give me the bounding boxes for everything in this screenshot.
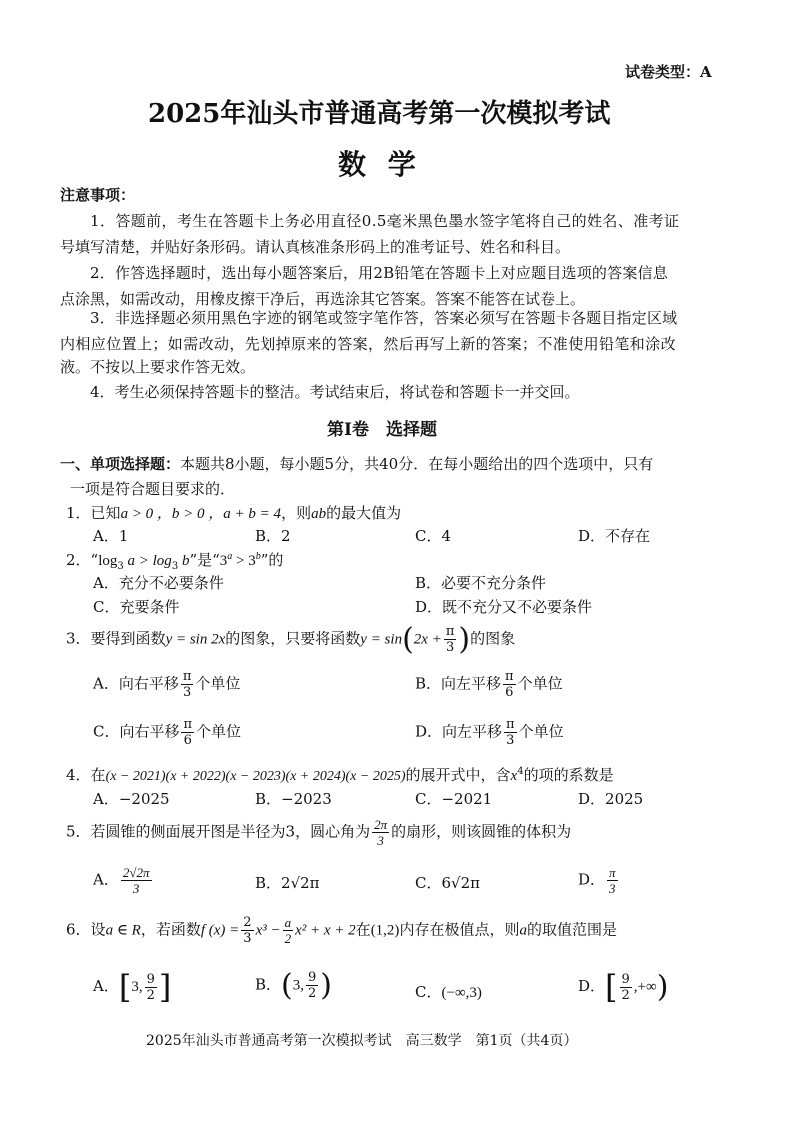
q5-a-den: 3 (132, 881, 140, 896)
q5-angle-den: 3 (377, 833, 384, 848)
q5-number: 5． (66, 822, 91, 841)
q6-text-pre: 设 (90, 920, 106, 939)
q5-d-den: 3 (609, 881, 616, 896)
q6-b-den: 2 (308, 986, 317, 1001)
section-heading: 第Ⅰ卷 选择题 (327, 420, 437, 440)
q3-c-frac (181, 718, 194, 747)
q6-text-mid1: ，若函数 (140, 920, 201, 939)
page-footer: 2025年汕头市普通高考第一次模拟考试 高三数学 第1页（共4页） (146, 1033, 578, 1049)
q3-fraction (444, 625, 457, 654)
q3-a-frac (181, 670, 194, 699)
q6-a-label: A． (93, 977, 119, 995)
q5-text-post: 的扇形，则该圆锥的体积为 (391, 822, 572, 841)
q1-option-c: C．4 (415, 527, 452, 545)
q2-text-mid: ”是“ (189, 551, 220, 569)
q3-d-pre: D．向左平移 (415, 722, 503, 741)
q4-text-post: 的项的系数是 (523, 766, 614, 784)
q3-a-pre: A．向右平移 (93, 674, 179, 693)
q3-option-b (415, 670, 563, 699)
q6-option-c (415, 981, 482, 1002)
q6-coef2-num: a (284, 915, 292, 930)
q3-b-den: 6 (505, 685, 514, 700)
q1-number: 1． (66, 504, 91, 522)
q2-option-c: C．充要条件 (93, 598, 180, 616)
q3-a-post: 个单位 (195, 674, 241, 693)
q6-a-num: 9 (146, 971, 155, 987)
q6-b-num: 9 (308, 970, 317, 985)
q1-variable: ab (311, 506, 327, 522)
q3-paren-open: ( (402, 622, 414, 657)
q1-text-mid: ，则 (281, 504, 312, 522)
q3-d-num: π (506, 717, 515, 732)
q2-log-arg: a > log (123, 553, 172, 569)
q6-text-mid2: 在 (355, 920, 371, 939)
q2-quote-open: “ (90, 551, 99, 569)
note-3-line-1: 3．非选择题必须用黑色字迹的钢笔或签字笔作答，答案必须写在答题卡各题目指定区域 (90, 309, 678, 327)
q4-text-mid: 的展开式中，含 (405, 766, 511, 784)
q5-option-d (578, 866, 620, 895)
question-3 (66, 622, 515, 657)
q6-d-close: ) (656, 969, 669, 1005)
part-desc-2: 一项是符合题目要求的． (70, 480, 236, 498)
question-6 (66, 916, 617, 945)
q2-log-base-2: 3 (171, 561, 179, 572)
notes-heading: 注意事项： (60, 186, 136, 204)
q3-option-a (93, 670, 240, 699)
q3-a-den: 3 (182, 685, 192, 700)
q1-text-pre: 已知 (90, 504, 121, 522)
q2-log-base: 3 (117, 561, 124, 572)
q6-variable: a (519, 922, 527, 939)
q6-d-den: 2 (621, 987, 630, 1003)
q6-coef1 (241, 916, 253, 945)
q6-c-body: (−∞,3) (441, 985, 482, 1001)
q5-option-b: B．2√2π (255, 874, 320, 892)
q1-option-d: D．不存在 (578, 527, 651, 545)
q5-d-num: π (609, 865, 616, 880)
q5-d-frac (607, 866, 618, 895)
q3-b-num: π (505, 669, 514, 684)
q1-option-b: B．2 (255, 527, 291, 545)
q6-a-close: ] (158, 968, 172, 1006)
q6-a-frac (145, 973, 157, 1002)
q6-d-label: D． (578, 977, 606, 995)
q3-source-function: y = sin (360, 631, 403, 648)
q6-text-mid3: 内存在极值点，则 (399, 920, 520, 939)
q4-text-pre: 在 (90, 766, 106, 784)
q4-expression: (x − 2021)(x + 2022)(x − 2023)(x + 2024)(x − 2025) (105, 769, 406, 784)
q6-c-label: C． (415, 983, 442, 1001)
q5-option-a (93, 866, 154, 895)
q3-option-c (93, 718, 241, 747)
q3-text-pre: 要得到函数 (90, 629, 166, 648)
q2-gt-3: > 3 (232, 553, 256, 569)
paper-type: 试卷类型：A (625, 63, 712, 81)
q6-a-open: [ (118, 968, 132, 1006)
q6-d-open: [ (605, 968, 618, 1006)
q6-b-open: ( (281, 968, 293, 1003)
q6-b-close: ) (320, 968, 332, 1003)
q3-paren-close: ) (458, 622, 471, 657)
q3-number: 3． (66, 629, 91, 648)
q6-coef1-den: 3 (243, 931, 252, 946)
q6-d-frac (620, 973, 632, 1002)
q5-option-c: C．6√2π (415, 874, 480, 892)
q3-b-frac (503, 670, 516, 699)
q3-c-pre: C．向右平移 (93, 722, 180, 741)
q3-text-mid: 的图象，只要将函数 (225, 629, 361, 648)
q3-source-arg: 2x + (413, 631, 442, 648)
q3-target-function: y = sin 2x (165, 631, 226, 648)
part-description (60, 453, 653, 474)
note-1-line-1: 1．答题前，考生在答题卡上务必用直径0.5毫米黑色墨水签字笔将自己的姓名、准考证 (90, 212, 680, 230)
q2-number: 2． (66, 551, 91, 569)
question-5 (66, 818, 571, 847)
q6-d-body: ,+∞ (633, 979, 657, 995)
q5-a-num: 2√2π (122, 865, 150, 880)
question-4 (66, 764, 614, 785)
q3-a-num: π (182, 669, 192, 684)
q2-base-3: 3 (219, 553, 228, 569)
q4-number: 4． (66, 766, 91, 784)
q6-d-num: 9 (621, 971, 630, 987)
q5-text-pre: 若圆锥的侧面展开图是半径为3，圆心角为 (90, 822, 371, 841)
q6-a-den: 2 (146, 987, 155, 1003)
q3-frac-den: 3 (445, 640, 455, 655)
question-2 (66, 549, 283, 572)
part-desc-1: 本题共8小题，每小题5分，共40分．在每小题给出的四个选项中，只有 (180, 455, 654, 473)
note-3-line-2: 内相应位置上；如需改动，先划掉原来的答案，然后再写上新的答案；不准使用铅笔和涂改 (60, 335, 677, 353)
question-1 (66, 502, 401, 523)
q6-coef2-den: 2 (284, 931, 292, 946)
q2-option-d: D．既不充分又不必要条件 (415, 598, 593, 616)
q3-text-post: 的图象 (470, 629, 516, 648)
q5-d-label: D． (578, 870, 606, 889)
q6-option-a (93, 968, 171, 1006)
q3-c-post: 个单位 (196, 722, 242, 741)
q3-d-post: 个单位 (518, 722, 564, 741)
q6-option-d (578, 968, 668, 1006)
q6-a-body: 3, (131, 979, 143, 995)
q2-option-a: A．充分不必要条件 (93, 574, 224, 592)
q5-a-label: A． (93, 870, 119, 889)
q4-x: x (510, 768, 518, 784)
q2-exp-a: a (227, 551, 233, 562)
q6-option-b (255, 968, 332, 1003)
q3-d-den: 3 (506, 733, 515, 748)
q4-exponent: 4 (517, 766, 524, 777)
q3-frac-num: π (445, 624, 455, 639)
q2-option-b: B．必要不充分条件 (415, 574, 547, 592)
note-3-line-3: 液。不按以上要求作答无效。 (60, 358, 256, 376)
q1-text-post: 的最大值为 (326, 504, 402, 522)
q5-angle-frac (372, 818, 389, 847)
q2-exp-b: b (255, 551, 261, 562)
q6-interval: (1,2) (370, 922, 400, 939)
note-2-line-1: 2．作答选择题时，选出每小题答案后，用2B铅笔在答题卡上对应题目选项的答案信息 (90, 264, 668, 282)
q6-coef2 (283, 916, 294, 945)
note-2-line-2: 点涂黑，如需改动，用橡皮擦干净后，再选涂其它答案。答案不能答在试卷上。 (60, 290, 586, 308)
q3-b-pre: B．向左平移 (415, 674, 502, 693)
note-4-line-1: 4．考生必须保持答题卡的整洁。考试结束后，将试卷和答题卡一并交回。 (90, 383, 580, 401)
q6-b-frac (306, 971, 318, 1000)
note-1-line-2: 号填写清楚，并贴好条形码。请认真核准条形码上的准考证号、姓名和科目。 (60, 238, 571, 256)
q1-option-a: A．1 (93, 527, 129, 545)
q4-option-d: D．2025 (578, 790, 644, 808)
q6-term2: x² + x + 2 (295, 922, 356, 939)
q4-option-c: C．−2021 (415, 790, 493, 808)
q5-a-frac (121, 866, 152, 895)
q1-condition: a > 0 ，b > 0 ，a + b = 4 (120, 506, 282, 522)
q2-log-arg-2: b (178, 553, 190, 569)
subject-title: 数 学 (338, 148, 422, 181)
q3-option-d (415, 718, 564, 747)
q6-number: 6． (66, 920, 91, 939)
q6-fx: f (x) = (200, 922, 240, 939)
q6-term1: x³ − (255, 922, 281, 939)
q4-option-a: A．−2025 (93, 790, 170, 808)
q6-b-body: 3, (292, 977, 304, 994)
q6-coef1-num: 2 (243, 915, 252, 930)
q4-option-b: B．−2023 (255, 790, 332, 808)
q3-c-num: π (183, 717, 193, 732)
q6-b-label: B． (255, 975, 282, 994)
q3-b-post: 个单位 (517, 674, 563, 693)
part-label: 一、单项选择题： (60, 455, 181, 473)
q2-log: log (98, 553, 118, 569)
q3-d-frac (504, 718, 517, 747)
q6-set: a ∈ R (105, 922, 141, 939)
q6-text-post: 的取值范围是 (526, 920, 617, 939)
q5-angle-num: 2π (374, 817, 388, 832)
q2-text-post: ”的 (260, 551, 284, 569)
exam-title: 2025年汕头市普通高考第一次模拟考试 (148, 99, 611, 129)
q3-c-den: 6 (183, 733, 192, 748)
